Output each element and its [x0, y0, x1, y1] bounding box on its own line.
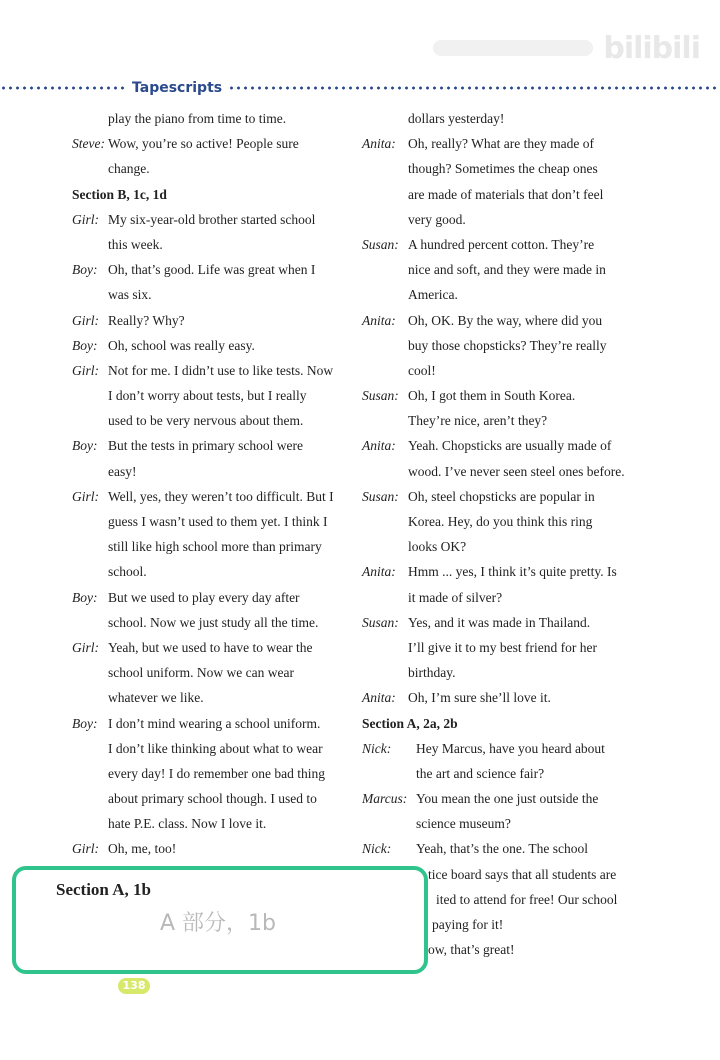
dialogue-continuation [72, 156, 352, 181]
dialogue-continuation [72, 282, 352, 307]
dialogue-line [72, 585, 352, 610]
watermark [430, 30, 700, 66]
subtitle-overlay [12, 866, 428, 974]
dialogue-text: school. [108, 564, 147, 580]
dialogue-continuation [362, 635, 662, 660]
dialogue-text: Yeah, that’s the one. The school [416, 841, 588, 857]
dialogue-text: the art and science fair? [416, 765, 545, 781]
dialogue-line [362, 559, 662, 584]
dialogue-continuation [362, 156, 662, 181]
dialogue-text: But the tests in primary school were [108, 438, 303, 454]
dialogue-text: Oh, steel chopsticks are popular in [408, 488, 595, 504]
section-heading [72, 182, 352, 207]
dialogue-continuation [362, 660, 662, 685]
dialogue-text: Oh, really? What are they made of [408, 136, 595, 152]
dialogue-text: are made of materials that don’t feel [408, 186, 604, 202]
dialogue-line [72, 207, 352, 232]
dialogue-line [362, 610, 662, 635]
dialogue-text: cool! [408, 362, 436, 378]
dialogue-continuation [72, 786, 352, 811]
speaker-name: Girl: [72, 211, 99, 227]
dialogue-line [72, 131, 352, 156]
dialogue-text: change. [108, 161, 150, 177]
dialogue-text: Oh, I got them in South Korea. [408, 388, 576, 404]
speaker-name: Girl: [72, 639, 99, 655]
page-number-badge: 138 [118, 978, 150, 994]
speaker-name: Susan: [362, 614, 399, 630]
dialogue-line [362, 433, 662, 458]
dialogue-line [362, 484, 662, 509]
dialogue-text: guess I wasn’t used to them yet. I think I [108, 514, 328, 529]
dialogue-text: easy! [108, 463, 137, 479]
dialogue-text: school uniform. Now we can wear [108, 665, 294, 681]
dialogue-text: dollars yesterday! [408, 111, 505, 126]
dialogue-continuation [72, 509, 352, 534]
dialogue-text: Yes, and it was made in Thailand. [408, 614, 591, 630]
dialogue-line [362, 383, 662, 408]
left-column [72, 106, 352, 862]
dialogue-text: every day! I do remember one bad thing [108, 765, 326, 781]
speaker-name: Anita: [362, 438, 396, 454]
dialogue-line [72, 836, 352, 861]
dialogue-text: tice board says that all students are [428, 866, 617, 882]
dialogue-continuation [72, 610, 352, 635]
dialogue-line [72, 433, 352, 458]
speaker-name: Susan: [362, 488, 399, 504]
dialogue-line [362, 232, 662, 257]
dialogue-continuation [362, 333, 662, 358]
section-heading-text: Section A, 2a, 2b [362, 715, 458, 731]
dialogue-line [72, 333, 352, 358]
header-title: Tapescripts [132, 80, 223, 96]
dialogue-continuation [72, 685, 352, 710]
dialogue-continuation [72, 811, 352, 836]
speaker-name: Susan: [362, 388, 399, 404]
speaker-name: Nick: [362, 740, 392, 756]
speaker-name: Nick: [362, 841, 392, 857]
dialogue-continuation [72, 106, 352, 131]
dialogue-continuation [362, 106, 662, 131]
section-heading-text: Section B, 1c, 1d [72, 186, 167, 202]
dialogue-text: Oh, school was really easy. [108, 337, 255, 353]
dialogue-continuation [362, 761, 662, 786]
dialogue-text: wood. I’ve never seen steel ones before. [408, 463, 625, 479]
dialogue-text: very good. [408, 211, 466, 227]
dialogue-text: whatever we like. [108, 690, 204, 706]
speaker-name: Boy: [72, 438, 98, 454]
dialogue-continuation [72, 408, 352, 433]
speaker-name: Susan: [362, 236, 399, 252]
dialogue-text: A hundred percent cotton. They’re [408, 236, 595, 252]
dialogue-continuation [72, 559, 352, 584]
dialogue-line [362, 308, 662, 333]
dialogue-line [362, 786, 662, 811]
dialogue-text: America. [408, 287, 458, 303]
dialogue-line [72, 635, 352, 660]
bilibili-logo: bilibili [603, 30, 700, 66]
dialogue-line [72, 358, 352, 383]
dialogue-text: Yeah, but we used to have to wear the [108, 639, 313, 655]
dialogue-line [72, 484, 352, 509]
dialogue-continuation [362, 257, 662, 282]
speaker-name: Boy: [72, 715, 98, 731]
dialogue-text: school. Now we just study all the time. [108, 614, 319, 630]
dialogue-text: I don’t mind wearing a school uniform. [108, 715, 321, 731]
dialogue-continuation [72, 660, 352, 685]
speaker-name: Anita: [362, 690, 396, 706]
dialogue-text: hate P.E. class. Now I love it. [108, 816, 267, 832]
dialogue-text: still like high school more than primary [108, 539, 322, 555]
dialogue-line [362, 736, 662, 761]
speaker-name: Girl: [72, 312, 99, 328]
dialogue-text: it made of silver? [408, 589, 503, 605]
dialogue-line [72, 308, 352, 333]
speaker-name: Girl: [72, 362, 99, 378]
dialogue-continuation [362, 534, 662, 559]
dialogue-text: Really? Why? [108, 312, 185, 328]
dialogue-line [72, 257, 352, 282]
dialogue-continuation [362, 585, 662, 610]
dialogue-text: You mean the one just outside the [416, 791, 599, 807]
dialogue-text: I’ll give it to my best friend for her [408, 639, 597, 655]
dialogue-text: I don’t worry about tests, but I really [108, 388, 307, 404]
watermark-blur [433, 40, 593, 56]
dialogue-continuation [362, 282, 662, 307]
dialogue-text: Hmm ... yes, I think it’s quite pretty. Is [408, 564, 617, 580]
speaker-name: Girl: [72, 488, 99, 504]
dialogue-text: My six-year-old brother started school [108, 211, 316, 227]
dialogue-continuation [72, 736, 352, 761]
dialogue-continuation [72, 383, 352, 408]
section-heading [362, 711, 662, 736]
dialogue-text: buy those chopsticks? They’re really [408, 337, 607, 353]
dialogue-continuation [362, 459, 662, 484]
dialogue-continuation [72, 534, 352, 559]
dialogue-continuation [72, 761, 352, 786]
dialogue-line [362, 836, 662, 861]
dialogue-continuation [362, 207, 662, 232]
speaker-name: Marcus: [362, 791, 408, 807]
header-dots-right [228, 86, 720, 90]
dialogue-text: this week. [108, 236, 163, 252]
dialogue-continuation [72, 459, 352, 484]
dialogue-text: birthday. [408, 665, 456, 681]
dialogue-continuation [362, 182, 662, 207]
speaker-name: Boy: [72, 589, 98, 605]
dialogue-text: science museum? [416, 816, 511, 832]
dialogue-text: Oh, I’m sure she’ll love it. [408, 690, 551, 706]
dialogue-text: ited to attend for free! Our school [436, 891, 618, 907]
right-column [362, 106, 662, 962]
dialogue-continuation [362, 509, 662, 534]
dialogue-text: Oh, that’s good. Life was great when I [108, 262, 316, 278]
dialogue-continuation [362, 358, 662, 383]
dialogue-text: about primary school though. I used to [108, 791, 317, 807]
dialogue-line [362, 131, 662, 156]
dialogue-text: was six. [108, 287, 152, 303]
dialogue-text: looks OK? [408, 539, 467, 555]
dialogue-continuation [362, 811, 662, 836]
speaker-name: Girl: [72, 841, 99, 857]
dialogue-text: paying for it! [432, 917, 504, 932]
header-dots-left [0, 86, 126, 90]
dialogue-text: play the piano from time to time. [108, 111, 287, 126]
speaker-name: Boy: [72, 262, 98, 278]
speaker-name: Anita: [362, 564, 396, 580]
dialogue-line [362, 685, 662, 710]
dialogue-text: Hey Marcus, have you heard about [416, 740, 605, 756]
speaker-name: Anita: [362, 312, 396, 328]
dialogue-continuation [362, 408, 662, 433]
speaker-name: Steve: [72, 136, 105, 152]
speaker-name: Anita: [362, 136, 396, 152]
dialogue-text: Wow, you’re so active! People sure [108, 136, 299, 152]
dialogue-text: Oh, OK. By the way, where did you [408, 312, 603, 328]
dialogue-line [72, 711, 352, 736]
dialogue-text: Yeah. Chopsticks are usually made of [408, 438, 612, 454]
dialogue-text: nice and soft, and they were made in [408, 262, 606, 278]
dialogue-text: used to be very nervous about them. [108, 413, 304, 429]
dialogue-text: ow, that’s great! [428, 942, 515, 958]
dialogue-text: They’re nice, aren’t they? [408, 413, 548, 429]
dialogue-text: though? Sometimes the cheap ones [408, 161, 598, 177]
overlay-translation: A 部分，1b [160, 911, 277, 936]
dialogue-continuation [72, 232, 352, 257]
page-header [0, 80, 720, 96]
dialogue-text: Oh, me, too! [108, 841, 177, 857]
dialogue-text: I don’t like thinking about what to wear [108, 740, 323, 756]
dialogue-text: Well, yes, they weren’t too difficult. But I [108, 488, 334, 504]
dialogue-text: Not for me. I didn’t use to like tests. Now [108, 362, 334, 378]
speaker-name: Boy: [72, 337, 98, 353]
dialogue-text: Korea. Hey, do you think this ring [408, 514, 593, 529]
overlay-section-title: Section A, 1b [56, 880, 151, 899]
dialogue-text: But we used to play every day after [108, 589, 300, 605]
